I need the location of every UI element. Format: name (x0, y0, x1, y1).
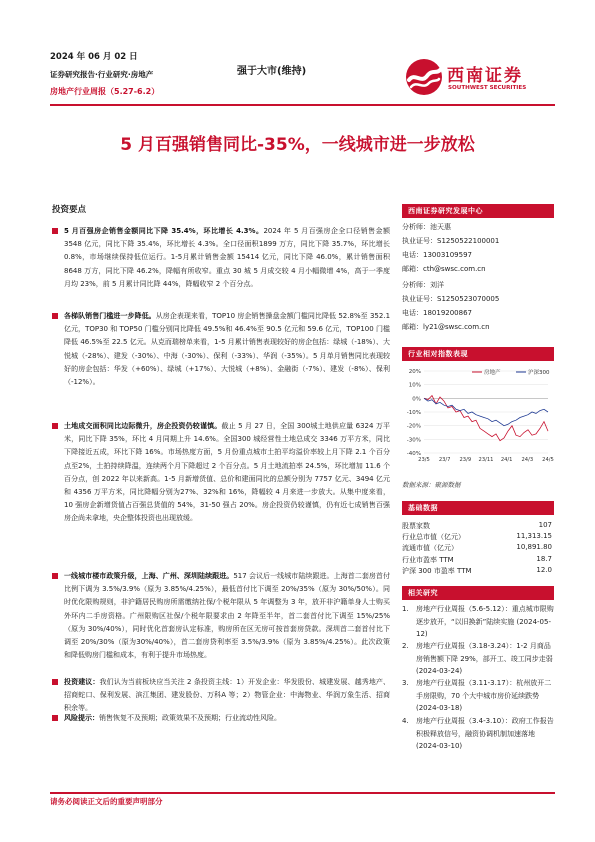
relative-index-chart (402, 365, 554, 475)
paragraph-line: 30%/40%），首二套房贷利率至 3.5%/3.9%（原为 3.85%/4.25%）。此次政 (136, 638, 384, 647)
basic-data-key: 沪深 300 市盈率 TTM (402, 566, 472, 575)
basic-data-row (402, 532, 554, 542)
y-tick-label: -30% (406, 437, 421, 444)
paragraph-line: 市场热度方面，5 月份重点城市土拍平均溢价率较上月下降 2.1 个百分点至 (64, 448, 390, 470)
related-report-number: 4. (402, 717, 409, 725)
basic-data-value: 107 (538, 521, 552, 529)
report-type: 证券研究报告·行业研究·房地产 (50, 70, 154, 79)
paragraph-line: 月累计销售金额 15414 亿元，同比下降 46.0%，累计销售面积 8648 万方，同 (64, 253, 391, 275)
paragraph-line: 2%，土拍持续降温，连续两个月下降超过 2 个百分点。5 月土地流拍率 24.5%， (78, 461, 335, 470)
paragraph-line: 槛同比降低 52.8%至 352.1 亿元，TOP30 和 TOP50 门槛分别同比降低 49.5% (64, 312, 391, 334)
analyst-line: 电话：13003109597 (402, 251, 472, 259)
y-tick-label: 20% (408, 369, 421, 375)
weekly-period: 房地产行业周报（5.27-6.2） (50, 87, 160, 96)
basic-data-value: 11,313.15 (516, 532, 552, 541)
summary-paragraph (64, 420, 390, 526)
x-tick-label: 23/7 (438, 457, 451, 463)
paragraph-lead: 各梯队销售门槛进一步降低。 (64, 312, 156, 320)
basic-data-row (402, 555, 554, 565)
paragraph-line: 首付比下调至 15%/25%（原为 30%/40%），同时优化首套房认定标准，购房 (64, 611, 390, 633)
summary-heading: 投资要点 (52, 205, 87, 215)
basic-data-row (402, 521, 554, 531)
paragraph-line: 续跟进。上海首二套房首付比例下调为 3.5%/3.9%（原为 3.85%/4.25%）， (64, 572, 390, 594)
summary-paragraph (64, 570, 390, 662)
disclaimer-note: 请务必阅读正文后的重要声明部分 (50, 797, 163, 806)
analyst-line: 分析师：池天惠 (402, 223, 451, 231)
related-report-title[interactable]: 房地产行业周报（3.4-3.10）：政府工作报告积极释放信号，融资协调机制加速落地 (2024-03-10) (416, 717, 554, 750)
x-tick-label: 23/11 (478, 457, 494, 463)
basic-data-key: 流通市值（亿元） (402, 544, 458, 553)
basic-data-row (402, 566, 554, 576)
x-tick-label: 24/5 (542, 457, 554, 463)
x-tick-label: 24/3 (521, 457, 534, 463)
analyst-line: 执业证号：S1250523070005 (402, 295, 500, 303)
paragraph-line: 2024 年 5 月百强房 (263, 227, 331, 235)
paragraph-line: 份、城建发展、越秀地产、招商蛇口、保利发展、滨江集团、建发股份、万科 (64, 678, 391, 700)
y-tick-label: 10% (408, 382, 421, 389)
chart-source: 数据来源：聚源数据 (402, 481, 461, 489)
bullet-marker (52, 679, 58, 685)
paragraph-line: 1899 万方，同比下降 35.7%，环比增长 0.8%，市场继续保持低位运行。1-5 (64, 240, 390, 262)
summary-paragraph (64, 712, 390, 725)
report-date: 2024 年 06 月 02 日 (50, 52, 138, 62)
analyst-line: 电话：18019200867 (402, 309, 472, 317)
paragraph-lead: 土地成交面积同比边际微升，房企投资仍较谨慎。 (64, 422, 222, 430)
related-report-title[interactable]: 房地产行业周报（3.11-3.17）：杭州放开二手房限购，70 个大中城市房价延续跌势 (2024-03-18) (416, 679, 552, 712)
bullet-marker (52, 423, 58, 429)
bullet-marker (52, 715, 58, 721)
paragraph-line: 于一季度月均 23%，前 5 月累计同比降 44%，降幅收窄 2 个百分点。 (64, 266, 390, 288)
analyst-line[interactable]: 邮箱：ly21@swsc.com.cn (402, 323, 490, 331)
related-report-title[interactable]: 房地产行业周报（5.6-5.12）：重点城市限购逐步放开，“以旧换新”陆续实施 (2024-05-12) (416, 605, 554, 638)
paragraph-line: 悦城（-28%）、建发（-30%）、中海（-30%）、保利（-33%）、华润（-35%）。 (64, 351, 313, 360)
summary-paragraph (64, 310, 390, 389)
y-tick-label: -40% (406, 451, 421, 457)
paragraph-line: 比下降 46.2%，降幅有所收窄。重点 30 城 5 月成交较 4 月小幅微增 4%，高 (112, 266, 362, 275)
header-divider (50, 104, 555, 106)
basic-data-value: 18.7 (536, 554, 552, 563)
basic-data-value: 12.0 (536, 565, 552, 574)
report-title: 5 月百强销售同比-35%，一线城市进一步放松 (120, 135, 475, 155)
footer-divider (50, 792, 555, 794)
x-tick-label: 23/5 (418, 457, 430, 463)
basic-data-key: 行业市盈率 TTM (402, 555, 454, 564)
related-report-title[interactable]: 房地产行业周报（3.18-3.24）：1-2 月商品房销售额下降 29%，部开工、竣工同步走弱 (2024-03-24) (416, 642, 553, 675)
paragraph-line: 货值占百强总货值的 54%，31-50 强占 20%。房企投资仍较谨慎，仍有近七 (110, 501, 355, 510)
related-report-item[interactable] (402, 677, 554, 715)
paragraph-line: 5 月单月销售同比表现较好的房企包括：华发（+60%）、绿城（+17%）、大 (64, 351, 390, 373)
paragraph-line: 从房企表现来看，TOP10 房企销售操盘金额门 (155, 312, 301, 320)
x-tick-label: 23/9 (459, 457, 472, 463)
paragraph-lead: 5 月百强房企销售金额同比下降 35.4%，环比增长 4.3%。 (64, 227, 264, 235)
analyst-line: 分析师：刘洋 (402, 281, 444, 289)
legend-label: 房地产 (484, 370, 501, 376)
paragraph-line: 销售恢复不及预期；政策效果不及预期；行业流动性风险。 (99, 714, 281, 722)
industry-rating: 强于大市(维持) (237, 66, 307, 77)
y-tick-label: -10% (406, 410, 421, 416)
paragraph-line: 300 城经营性土地总成交 3346 万平方米，同比下降接近五成，环比下降 16%。 (64, 435, 390, 457)
paragraph-line: 截止 5 月 27 日，全国 300 (221, 422, 311, 430)
related-report-number: 1. (402, 605, 409, 613)
chart-box-header: 行业相对指数表现 (402, 347, 554, 361)
paragraph-line: 所在区无房可按首套房贷款。深圳首二套首付比下调至 20%/30%（原为 (64, 624, 391, 647)
y-tick-label: -20% (406, 423, 421, 430)
basic-data-row (402, 543, 554, 553)
related-report-number: 2. (402, 642, 409, 650)
paragraph-line: 买外环内二手房资格。广州限购区社保/个税年限要求由 2 年降至半年，首二套 (64, 598, 391, 620)
summary-paragraph (64, 225, 390, 291)
bullet-marker (52, 313, 58, 319)
basic-data-key: 股票家数 (402, 522, 430, 530)
related-report-item[interactable] (402, 640, 554, 678)
logo-text-en: SOUTHWEST SECURITIES (448, 85, 527, 91)
logo-text-cn: 西南证券 (447, 66, 523, 86)
analyst-line: 执业证号：S1250522100001 (402, 237, 500, 245)
company-logo (405, 57, 555, 97)
paragraph-line: 居民购房所需缴纳社保/个税年限从 5 年调整为 3 年，放开非沪籍单身人士购 (142, 598, 384, 607)
legend-label: 沪深300 (528, 370, 550, 376)
summary-paragraph (64, 676, 390, 716)
related-research-header: 相关研究 (402, 586, 554, 600)
bullet-marker (52, 228, 58, 234)
paragraph-line: 27%、32%和 16%，降幅较 4 月来进一步放大。从集中度来看，10 强房企新增 (64, 488, 390, 510)
logo-emblem-icon (405, 58, 443, 96)
basic-data-value: 10,891.80 (516, 543, 552, 552)
paragraph-line: A 等；2）物管企业：中海物业、华润万象生活、招商积余等。 (64, 691, 390, 713)
x-tick-label: 24/1 (500, 457, 513, 463)
paragraph-line: 和 46.4%至 90.5 亿元和 59.6 亿元，TOP100 门槛降低 46.5%至 22.5 亿元。 (64, 325, 390, 347)
paragraph-lead: 风险提示： (64, 714, 99, 722)
related-report-item[interactable] (402, 603, 554, 641)
paragraph-line: 环比增加 11.6 个百分点，创 2022 年以来新高。1-5 月新增货值、总价和建面 (64, 461, 391, 483)
paragraph-line: 城土地供应量 6324 万平米，同比下降 35%，环比 4 月同期上升 14.6%。全国 (64, 422, 390, 444)
paragraph-line: 从克而瑞榜单来看，1-5 月累计销售表现较好的房企包括：绿城（-18%）、大 (150, 338, 390, 347)
paragraph-lead: 一线城市楼市政策升级，上海、广州、深圳陆续跟进。 (64, 572, 234, 580)
related-report-number: 3. (402, 679, 409, 687)
paragraph-line: 悦城（+8%）、金融街（-7%）、建发（-8%）、保利（-12%）。 (64, 364, 390, 387)
related-report-item[interactable] (402, 715, 554, 753)
paragraph-lead: 投资建议： (64, 678, 100, 686)
paragraph-line: 最低首付比下调至 20%/35%（原为 30%/50%）。同时优化限购规则，非沪籍 (64, 585, 390, 607)
paragraph-line: 我们认为当前板块应当关注 2 条投资主线：1）开发企业：华发股 (99, 678, 305, 686)
analyst-box-header: 西南证券研究发展中心 (402, 204, 554, 218)
paragraph-line: 成销售百强房企尚未拿地，央企整体投资也出现放缓。 (64, 501, 390, 523)
paragraph-line: 策和降低购房门槛和成本，有利于提升市场热度。 (64, 638, 391, 660)
paragraph-line: 同比的总额分别为 7757 亿元、3494 亿元和 4356 万平方米，同比降幅分别为 (64, 474, 390, 497)
basic-data-key: 行业总市值（亿元） (402, 533, 465, 542)
paragraph-line: 517 会议后一线城市陆 (233, 572, 306, 580)
analyst-line[interactable]: 邮箱：cth@swsc.com.cn (402, 265, 486, 273)
paragraph-line: 企全口径销售金额 3548 亿元，同比下降 35.4%，环比增长 4.3%。全口径面积 (64, 227, 390, 249)
basic-data-header: 基础数据 (402, 501, 554, 515)
y-tick-label: 0% (412, 396, 421, 403)
bullet-marker (52, 573, 58, 579)
